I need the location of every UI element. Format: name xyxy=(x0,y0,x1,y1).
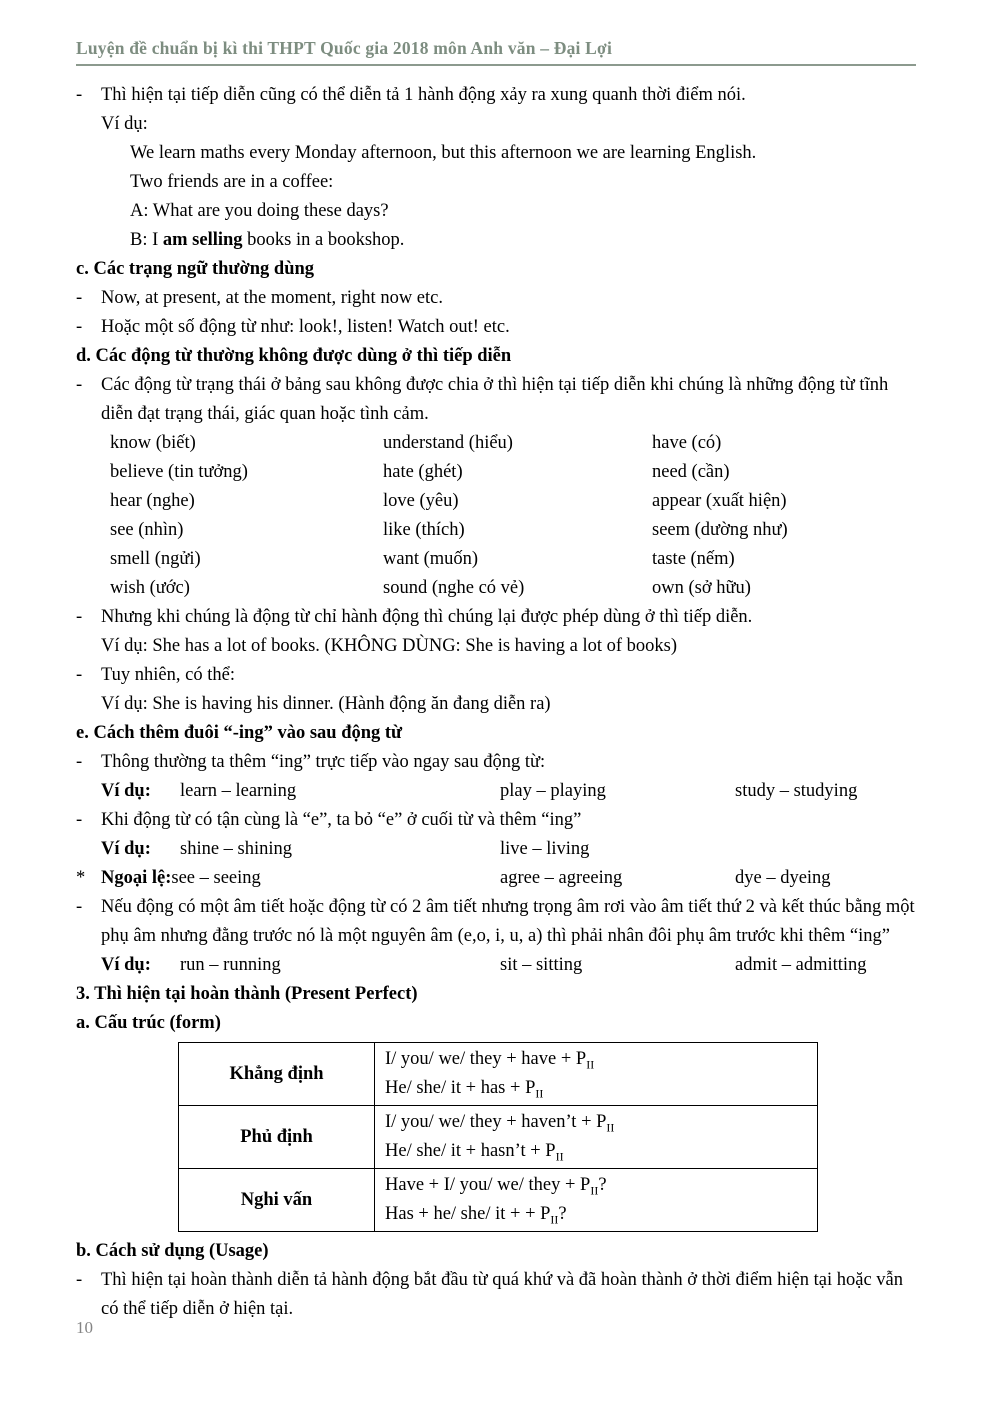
paragraph xyxy=(76,603,916,632)
table-value-line: I/ you/ we/ they + have + $P_{II}$ xyxy=(385,1049,595,1072)
table-value-line: He/ she/ it + hasn’t + $P_{II}$ xyxy=(385,1141,564,1164)
exception-label: Ngoại lệ: xyxy=(101,868,172,888)
bullet-marker: - xyxy=(76,375,83,395)
verb-cell: want (muốn) xyxy=(383,549,479,569)
paragraph xyxy=(76,864,916,893)
participle-subscript: II xyxy=(535,1086,544,1101)
example-item: sit – sitting xyxy=(500,955,583,975)
header-title: Luyện đề chuẩn bị kì thi THPT Quốc gia 2018 môn Anh văn – Đại Lợi xyxy=(76,38,613,58)
bullet-marker-empty xyxy=(76,690,101,719)
paragraph xyxy=(76,661,916,690)
table-label-cell: Nghi vấn xyxy=(179,1169,375,1232)
verb-cell: smell (ngửi) xyxy=(110,549,201,569)
paragraph xyxy=(76,226,916,255)
section-heading-usage: b. Cách sử dụng (Usage) xyxy=(76,1241,269,1261)
bullet-marker: - xyxy=(76,607,83,627)
example-label: Ví dụ: xyxy=(101,839,151,859)
paragraph xyxy=(76,777,916,806)
example-item: dye – dyeing xyxy=(735,868,831,888)
bullet-marker-empty xyxy=(76,632,101,661)
document-body xyxy=(76,81,916,1324)
document-header xyxy=(76,38,916,66)
paragraph xyxy=(76,835,916,864)
paragraph xyxy=(76,139,916,168)
bullet-marker: - xyxy=(76,1270,83,1290)
example-columns xyxy=(101,835,916,864)
example-line xyxy=(101,226,916,255)
star-marker: * xyxy=(76,868,86,888)
paragraph-text: Khi động từ có tận cùng là “e”, ta bỏ “e” ở cuối từ và thêm “ing” xyxy=(101,810,582,830)
bullet-marker: - xyxy=(76,85,83,105)
stative-verb-grid xyxy=(110,429,916,603)
verb-cell: believe (tin tưởng) xyxy=(110,462,248,482)
table-value-cell xyxy=(375,1106,818,1169)
example-item: see – seeing xyxy=(171,868,261,888)
example-item xyxy=(735,835,916,864)
bullet-marker: - xyxy=(76,810,83,830)
paragraph-text: Nhưng khi chúng là động từ chỉ hành động thì chúng lại được phép dùng ở thì tiếp diễn. xyxy=(101,607,753,627)
table-value-line: Has + he/ she/ it + + $P_{II}$? xyxy=(385,1204,567,1227)
bullet-marker-empty xyxy=(76,168,101,197)
bullet-marker-empty xyxy=(76,951,101,980)
verb-cell: need (cần) xyxy=(652,462,730,482)
table-row xyxy=(179,1169,818,1232)
paragraph-text: Các động từ trạng thái ở bảng sau không được chia ở thì hiện tại tiếp diễn khi chúng là những động từ tĩnh diễn đạt trạng thái, giác quan hoặc tình cảm. xyxy=(101,375,889,424)
page-number: 10 xyxy=(76,1318,93,1337)
bullet-marker-empty xyxy=(76,835,101,864)
example-columns xyxy=(101,777,916,806)
example-label: Ví dụ: xyxy=(101,955,151,975)
section-heading-form: a. Cấu trúc (form) xyxy=(76,1013,221,1033)
bullet-marker: - xyxy=(76,665,83,685)
bullet-marker-empty xyxy=(76,110,101,139)
example-line: We learn maths every Monday afternoon, but this afternoon we are learning English. xyxy=(130,143,757,163)
example-item: agree – agreeing xyxy=(500,868,623,888)
verb-cell: love (yêu) xyxy=(383,491,459,511)
paragraph xyxy=(76,81,916,110)
example-item: run – running xyxy=(180,955,281,975)
verb-cell: understand (hiểu) xyxy=(383,433,513,453)
example-item: play – playing xyxy=(500,781,606,801)
bullet-marker: - xyxy=(76,288,83,308)
paragraph xyxy=(76,197,916,226)
bullet-marker-empty xyxy=(76,226,101,255)
bullet-marker: - xyxy=(76,752,83,772)
verb-cell: hate (ghét) xyxy=(383,462,463,482)
verb-cell: taste (nếm) xyxy=(652,549,735,569)
bullet-marker-empty xyxy=(76,777,101,806)
participle-subscript: II xyxy=(606,1120,615,1135)
participle-subscript: II xyxy=(586,1057,595,1072)
example-item: learn – learning xyxy=(180,781,297,801)
verb-cell: seem (dường như) xyxy=(652,520,788,540)
paragraph-text: Nếu động có một âm tiết hoặc động từ có 2 âm tiết nhưng trọng âm rơi vào âm tiết thứ 2 và kết thúc bằng một phụ âm nhưng đằng trước nó là một nguyên âm (e,o, i, u, a) thì phải nhân đôi phụ âm trước khi thêm “ing” xyxy=(101,897,915,946)
section-heading-c: c. Các trạng ngữ thường dùng xyxy=(76,259,315,279)
section-heading-present-perfect: 3. Thì hiện tại hoàn thành (Present Perfect) xyxy=(76,984,418,1004)
paragraph-text: Thông thường ta thêm “ing” trực tiếp vào ngay sau động từ: xyxy=(101,752,546,772)
table-value-cell xyxy=(375,1169,818,1232)
verb-cell: wish (ước) xyxy=(110,578,190,598)
paragraph xyxy=(76,893,916,951)
verb-cell: sound (nghe có vẻ) xyxy=(383,578,525,598)
paragraph-text: Now, at present, at the moment, right now etc. xyxy=(101,288,443,308)
table-value-line: I/ you/ we/ they + haven’t + $P_{II}$ xyxy=(385,1112,615,1135)
verb-cell: appear (xuất hiện) xyxy=(652,491,787,511)
paragraph-text: Thì hiện tại hoàn thành diễn tả hành động bắt đầu từ quá khứ và đã hoàn thành ở thời điểm hiện tại hoặc vẫn có thể tiếp diễn ở hiện tại. xyxy=(101,1270,904,1319)
example-label: Ví dụ: xyxy=(101,781,151,801)
example-item: live – living xyxy=(500,839,590,859)
paragraph xyxy=(76,110,916,139)
paragraph xyxy=(76,371,916,429)
paragraph xyxy=(76,806,916,835)
participle-subscript: II xyxy=(590,1183,599,1198)
table-value-line: He/ she/ it + has + $P_{II}$ xyxy=(385,1078,544,1101)
example-line-post: books in a bookshop. xyxy=(242,230,405,250)
example-columns xyxy=(101,864,916,893)
verb-cell: hear (nghe) xyxy=(110,491,195,511)
verb-cell: like (thích) xyxy=(383,520,465,540)
table-value-line: Have + I/ you/ we/ they + $P_{II}$? xyxy=(385,1175,607,1198)
example-label: Ví dụ: xyxy=(101,114,148,134)
verb-cell: have (có) xyxy=(652,433,722,453)
section-heading-d: d. Các động từ thường không được dùng ở thì tiếp diễn xyxy=(76,346,512,366)
form-table xyxy=(178,1042,818,1232)
example-item: shine – shining xyxy=(180,839,293,859)
example-line-pre: B: I xyxy=(130,230,163,250)
section-heading-e: e. Cách thêm đuôi “-ing” vào sau động từ xyxy=(76,723,403,743)
paragraph xyxy=(76,313,916,342)
paragraph-text: Hoặc một số động từ như: look!, listen! Watch out! etc. xyxy=(101,317,510,337)
table-value-cell xyxy=(375,1043,818,1106)
paragraph xyxy=(76,632,916,661)
bullet-marker: - xyxy=(76,317,83,337)
paragraph-text: Tuy nhiên, có thể: xyxy=(101,665,235,685)
participle-subscript: II xyxy=(555,1149,564,1164)
paragraph xyxy=(76,690,916,719)
table-row xyxy=(179,1106,818,1169)
example-item: study – studying xyxy=(735,781,858,801)
example-line: A: What are you doing these days? xyxy=(130,201,389,221)
paragraph xyxy=(76,748,916,777)
paragraph xyxy=(76,168,916,197)
example-item: admit – admitting xyxy=(735,955,867,975)
exception-segment xyxy=(101,864,500,893)
example-columns xyxy=(101,951,916,980)
example-line: Two friends are in a coffee: xyxy=(130,172,334,192)
example-line: Ví dụ: She has a lot of books. (KHÔNG DÙNG: She is having a lot of books) xyxy=(101,636,678,656)
verb-cell: own (sở hữu) xyxy=(652,578,751,598)
table-label-cell: Khẳng định xyxy=(179,1043,375,1106)
paragraph-text: Thì hiện tại tiếp diễn cũng có thể diễn tả 1 hành động xảy ra xung quanh thời điểm nói. xyxy=(101,85,746,105)
table-row xyxy=(179,1043,818,1106)
table-label-cell: Phủ định xyxy=(179,1106,375,1169)
example-line-bold: am selling xyxy=(162,230,243,250)
example-line: Ví dụ: She is having his dinner. (Hành động ăn đang diễn ra) xyxy=(101,694,551,714)
paragraph xyxy=(76,284,916,313)
paragraph xyxy=(76,951,916,980)
verb-cell: see (nhìn) xyxy=(110,520,184,540)
participle-subscript: II xyxy=(550,1212,559,1227)
paragraph xyxy=(76,1266,916,1324)
bullet-marker-empty xyxy=(76,139,101,168)
verb-cell: know (biết) xyxy=(110,433,196,453)
bullet-marker-empty xyxy=(76,197,101,226)
bullet-marker: - xyxy=(76,897,83,917)
